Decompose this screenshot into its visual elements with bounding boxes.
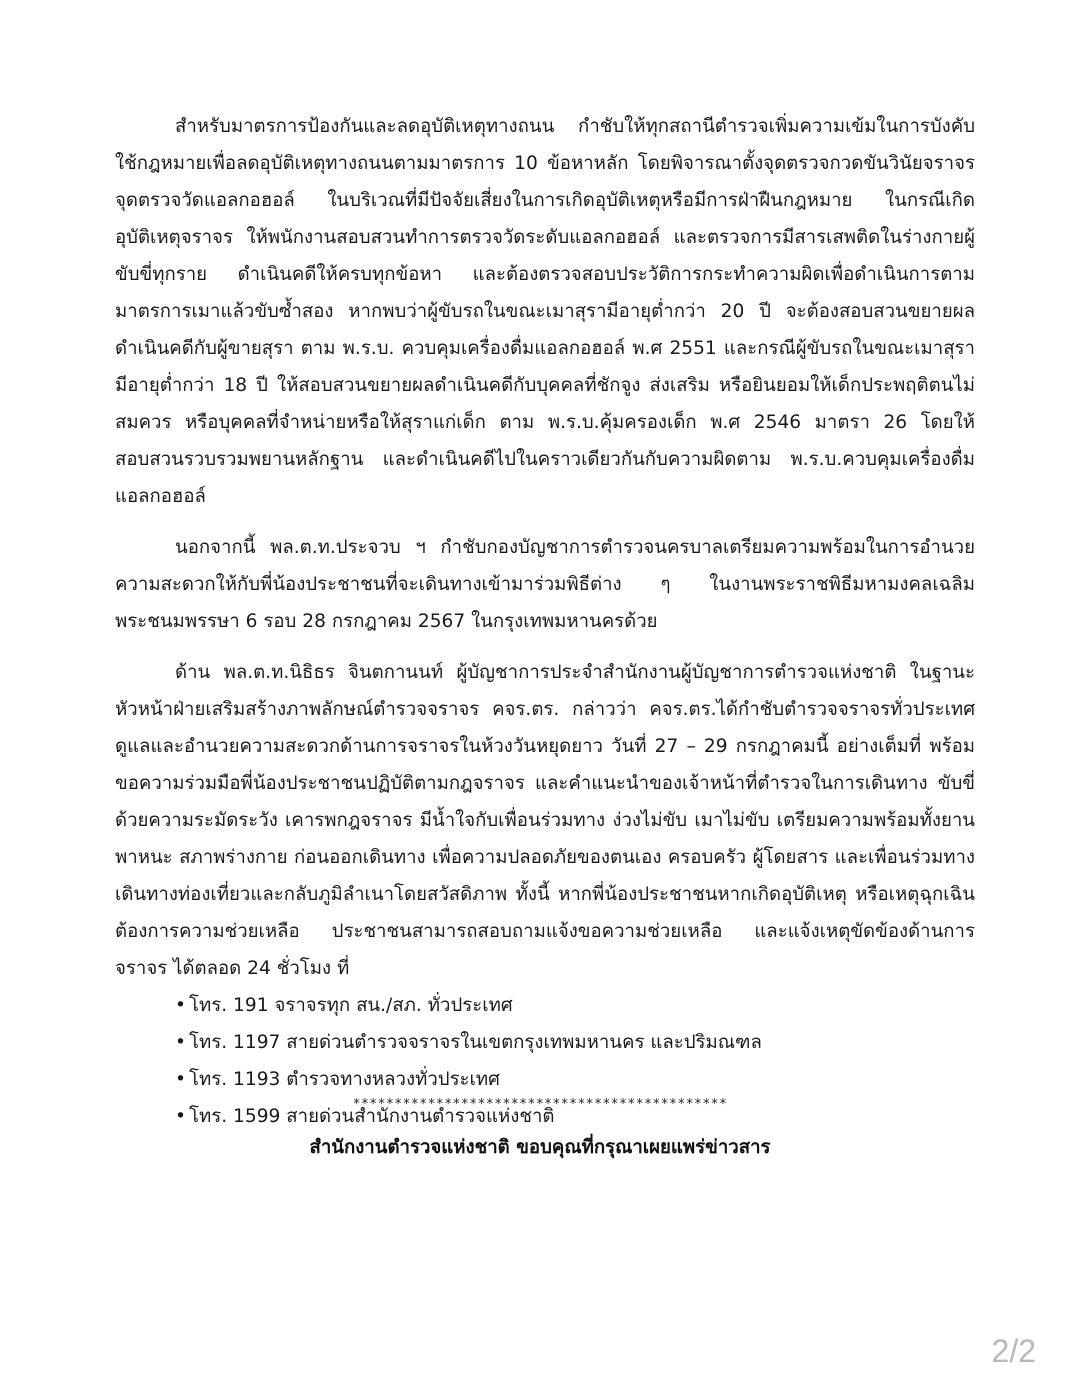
hotline-list: [115, 987, 975, 1135]
bullet-icon: •: [175, 1069, 186, 1090]
hotline-text: โทร. 191 จราจรทุก สน./สภ. ทั่วประเทศ: [189, 995, 513, 1016]
bullet-icon: •: [175, 1032, 186, 1053]
hotline-text: โทร. 1599 สายด่วนสำนักงานตำรวจแห่งชาติ: [189, 1106, 555, 1127]
hotline-item: [175, 1024, 975, 1061]
bullet-icon: •: [175, 995, 186, 1016]
paragraph-bangkok-ceremony: นอกจากนี้ พล.ต.ท.ประจวบ ฯ กำชับกองบัญชาการตำรวจนครบาลเตรียมความพร้อมในการอำนวยความสะดวกให้กับพี่น้องประชาชนที่จะเดินทางเข้ามาร่วมพิธีต่าง ๆ ในงานพระราชพิธีมหามงคลเฉลิมพระชนมพรรษา 6 รอบ 28 กรกฎาคม 2567 ในกรุงเทพมหานครด้วย: [115, 537, 975, 632]
paragraph-traffic-advice: ด้าน พล.ต.ท.นิธิธร จินตกานนท์ ผู้บัญชาการประจำสำนักงานผู้บัญชาการตำรวจแห่งชาติ ในฐานะหัวหน้าฝ่ายเสริมสร้างภาพลักษณ์ตำรวจจราจร คจร.ตร. กล่าวว่า คจร.ตร.ได้กำชับตำรวจจราจรทั่วประเทศ ดูแลและอำนวยความสะดวกด้านการจราจรในห้วงวันหยุดยาว วันที่ 27 – 29 กรกฎาคมนี้ อย่างเต็มที่ พร้อมขอความร่วมมือพี่น้องประชาชนปฏิบัติตามกฎจราจร และคำแนะนำของเจ้าหน้าที่ตำรวจในการเดินทาง ขับขี่ด้วยความระมัดระวัง เคารพกฎจราจร มีน้ำใจกับเพื่อนร่วมทาง ง่วงไม่ขับ เมาไม่ขับ เตรียมความพร้อมทั้งยานพาหนะ สภาพร่างกาย ก่อนออกเดินทาง เพื่อความปลอดภัยของตนเอง ครอบครัว ผู้โดยสาร และเพื่อนร่วมทาง เดินทางท่องเที่ยวและกลับภูมิลำเนาโดยสวัสดิภาพ ทั้งนี้ หากพี่น้องประชาชนหากเกิดอุบัติเหตุ หรือเหตุฉุกเฉินต้องการความช่วยเหลือ ประชาชนสามารถสอบถามแจ้งขอความช่วยเหลือ และแจ้งเหตุขัดข้องด้านการจราจร ได้ตลอด 24 ชั่วโมง ที่: [115, 662, 975, 979]
hotline-item: [175, 1061, 975, 1098]
paragraph-road-safety-measures: สำหรับมาตรการป้องกันและลดอุบัติเหตุทางถนน กำชับให้ทุกสถานีตำรวจเพิ่มความเข้มในการบังคับใช้กฎหมายเพื่อลดอุบัติเหตุทางถนนตามมาตรการ 10 ข้อหาหลัก โดยพิจารณาตั้งจุดตรวจกวดขันวินัยจราจร จุดตรวจวัดแอลกอฮอล์ ในบริเวณที่มีปัจจัยเสี่ยงในการเกิดอุบัติเหตุหรือมีการฝ่าฝืนกฎหมาย ในกรณีเกิดอุบัติเหตุจราจร ให้พนักงานสอบสวนทำการตรวจวัดระดับแอลกอฮอล์ และตรวจการมีสารเสพติดในร่างกายผู้ขับขี่ทุกราย ดำเนินคดีให้ครบทุกข้อหา และต้องตรวจสอบประวัติการกระทำความผิดเพื่อดำเนินการตามมาตรการเมาแล้วขับซ้ำสอง หากพบว่าผู้ขับรถในขณะเมาสุรามีอายุต่ำกว่า 20 ปี จะต้องสอบสวนขยายผลดำเนินคดีกับผู้ขายสุรา ตาม พ.ร.บ. ควบคุมเครื่องดื่มแอลกอฮอล์ พ.ศ 2551 และกรณีผู้ขับรถในขณะเมาสุรามีอายุต่ำกว่า 18 ปี ให้สอบสวนขยายผลดำเนินคดีกับบุคคลที่ชักจูง ส่งเสริม หรือยินยอมให้เด็กประพฤติตนไม่สมควร หรือบุคคลที่จำหน่ายหรือให้สุราแก่เด็ก ตาม พ.ร.บ.คุ้มครองเด็ก พ.ศ 2546 มาตรา 26 โดยให้สอบสวนรวบรวมพยานหลักฐาน และดำเนินคดีไปในคราวเดียวกันกับความผิดตาม พ.ร.บ.ควบคุมเครื่องดื่มแอลกอฮอล์: [115, 116, 975, 507]
page-indicator: 2/2: [991, 1333, 1036, 1369]
document-body: [115, 108, 975, 1135]
footer-credit: สำนักงานตำรวจแห่งชาติ ขอบคุณที่กรุณาเผยแพร่ข่าวสาร: [309, 1137, 771, 1158]
hotline-text: โทร. 1197 สายด่วนตำรวจจราจรในเขตกรุงเทพมหานคร และปริมณฑล: [189, 1032, 762, 1053]
hotline-text: โทร. 1193 ตำรวจทางหลวงทั่วประเทศ: [189, 1069, 500, 1090]
bullet-icon: •: [175, 1106, 186, 1127]
separator-line: *********************************************: [352, 1097, 728, 1112]
hotline-item: [175, 987, 975, 1024]
